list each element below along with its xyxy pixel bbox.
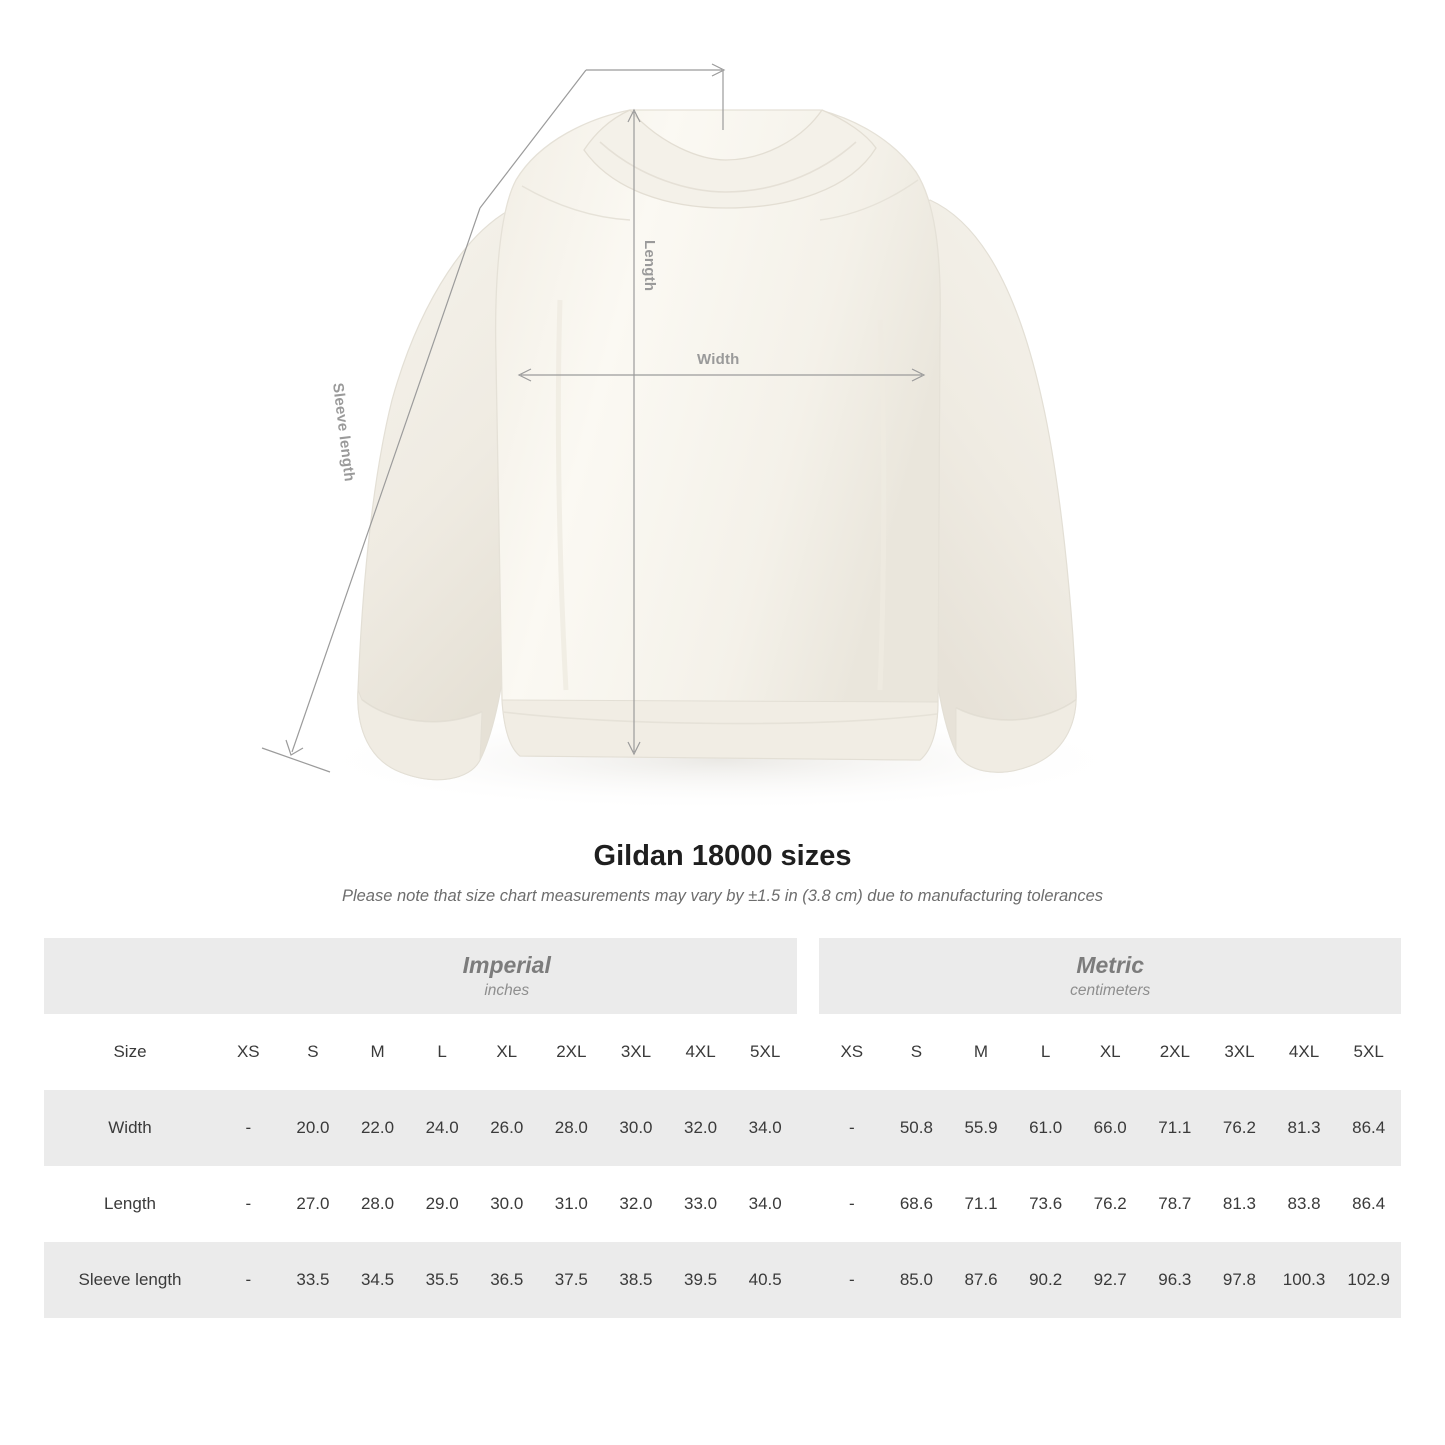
sleeve-imperial-m: 34.5 xyxy=(345,1242,410,1318)
length-metric-2xl: 78.7 xyxy=(1143,1166,1208,1242)
length-row-gap xyxy=(797,1166,819,1242)
sleeve-row-gap xyxy=(797,1242,819,1318)
title-block xyxy=(0,840,1445,906)
table-row xyxy=(44,1090,1401,1166)
unit-header-imperial xyxy=(216,938,797,1014)
length-metric-l: 73.6 xyxy=(1013,1166,1078,1242)
tolerance-note: Please note that size chart measurements may vary by ±1.5 in (3.8 cm) due to manufacturing tolerances xyxy=(341,887,1104,905)
width-imperial-m: 22.0 xyxy=(345,1090,410,1166)
row-label-width: Width xyxy=(44,1090,216,1166)
width-imperial-3xl: 30.0 xyxy=(604,1090,669,1166)
length-dimension-label: Length xyxy=(641,240,658,292)
sleeve-metric-2xl: 96.3 xyxy=(1143,1242,1208,1318)
sizes-row-gap xyxy=(797,1014,819,1090)
imperial-unit-name: Imperial xyxy=(462,951,551,978)
size-cell-imperial-m: M xyxy=(345,1014,410,1090)
width-metric-xs: - xyxy=(819,1090,884,1166)
sleeve-metric-5xl: 102.9 xyxy=(1336,1242,1401,1318)
row-label-length: Length xyxy=(44,1166,216,1242)
width-imperial-xs: - xyxy=(216,1090,281,1166)
length-imperial-s: 27.0 xyxy=(281,1166,346,1242)
imperial-unit-sub: inches xyxy=(484,981,530,999)
size-cell-imperial-xl: XL xyxy=(474,1014,539,1090)
size-cell-metric-2xl: 2XL xyxy=(1143,1014,1208,1090)
sleeve-metric-s: 85.0 xyxy=(884,1242,949,1318)
sleeve-imperial-4xl: 39.5 xyxy=(668,1242,733,1318)
metric-unit-sub: centimeters xyxy=(1070,981,1151,999)
length-metric-m: 71.1 xyxy=(949,1166,1014,1242)
size-cell-imperial-xs: XS xyxy=(216,1014,281,1090)
metric-unit-name: Metric xyxy=(1076,951,1145,978)
sleeve-metric-l: 90.2 xyxy=(1013,1242,1078,1318)
width-metric-m: 55.9 xyxy=(949,1090,1014,1166)
size-cell-metric-5xl: 5XL xyxy=(1336,1014,1401,1090)
row-label-sleeve-length: Sleeve length xyxy=(44,1242,216,1318)
sleeve-imperial-l: 35.5 xyxy=(410,1242,475,1318)
unit-header-gap xyxy=(797,938,819,1014)
size-cell-imperial-l: L xyxy=(410,1014,475,1090)
size-cell-metric-4xl: 4XL xyxy=(1272,1014,1337,1090)
length-metric-3xl: 81.3 xyxy=(1207,1166,1272,1242)
size-row-header: Size xyxy=(44,1014,216,1090)
unit-header-spacer xyxy=(44,938,216,1014)
size-chart-table xyxy=(44,938,1401,1318)
length-metric-4xl: 83.8 xyxy=(1272,1166,1337,1242)
length-metric-s: 68.6 xyxy=(884,1166,949,1242)
unit-header-metric xyxy=(819,938,1401,1014)
length-imperial-5xl: 34.0 xyxy=(733,1166,798,1242)
sleeve-metric-3xl: 97.8 xyxy=(1207,1242,1272,1318)
sleeve-imperial-5xl: 40.5 xyxy=(733,1242,798,1318)
width-imperial-5xl: 34.0 xyxy=(733,1090,798,1166)
size-cell-imperial-s: S xyxy=(281,1014,346,1090)
sleeve-metric-m: 87.6 xyxy=(949,1242,1014,1318)
table-row xyxy=(44,1242,1401,1318)
length-imperial-xl: 30.0 xyxy=(474,1166,539,1242)
width-imperial-l: 24.0 xyxy=(410,1090,475,1166)
length-metric-xs: - xyxy=(819,1166,884,1242)
size-cell-metric-3xl: 3XL xyxy=(1207,1014,1272,1090)
sleeve-length-dimension-label: Sleeve length xyxy=(329,381,358,483)
length-imperial-m: 28.0 xyxy=(345,1166,410,1242)
width-imperial-xl: 26.0 xyxy=(474,1090,539,1166)
sleeve-metric-xl: 92.7 xyxy=(1078,1242,1143,1318)
width-metric-l: 61.0 xyxy=(1013,1090,1078,1166)
size-cell-metric-xl: XL xyxy=(1078,1014,1143,1090)
width-imperial-4xl: 32.0 xyxy=(668,1090,733,1166)
size-cell-metric-m: M xyxy=(949,1014,1014,1090)
size-chart-table-wrap xyxy=(44,938,1401,1318)
size-cell-metric-xs: XS xyxy=(819,1014,884,1090)
width-metric-s: 50.8 xyxy=(884,1090,949,1166)
length-imperial-4xl: 33.0 xyxy=(668,1166,733,1242)
length-metric-5xl: 86.4 xyxy=(1336,1166,1401,1242)
width-metric-3xl: 76.2 xyxy=(1207,1090,1272,1166)
width-dimension-label: Width xyxy=(697,351,740,368)
width-metric-4xl: 81.3 xyxy=(1272,1090,1337,1166)
length-imperial-l: 29.0 xyxy=(410,1166,475,1242)
size-cell-imperial-5xl: 5XL xyxy=(733,1014,798,1090)
sleeve-imperial-2xl: 37.5 xyxy=(539,1242,604,1318)
page-title: Gildan 18000 sizes xyxy=(593,840,852,872)
length-metric-xl: 76.2 xyxy=(1078,1166,1143,1242)
sleeve-metric-xs: - xyxy=(819,1242,884,1318)
sizes-row xyxy=(44,1014,1401,1090)
sleeve-imperial-s: 33.5 xyxy=(281,1242,346,1318)
sleeve-imperial-xs: - xyxy=(216,1242,281,1318)
width-metric-xl: 66.0 xyxy=(1078,1090,1143,1166)
width-metric-2xl: 71.1 xyxy=(1143,1090,1208,1166)
size-cell-imperial-2xl: 2XL xyxy=(539,1014,604,1090)
sleeve-imperial-3xl: 38.5 xyxy=(604,1242,669,1318)
size-cell-imperial-4xl: 4XL xyxy=(668,1014,733,1090)
table-row xyxy=(44,1166,1401,1242)
length-imperial-xs: - xyxy=(216,1166,281,1242)
length-imperial-3xl: 32.0 xyxy=(604,1166,669,1242)
width-imperial-2xl: 28.0 xyxy=(539,1090,604,1166)
length-imperial-2xl: 31.0 xyxy=(539,1166,604,1242)
size-cell-imperial-3xl: 3XL xyxy=(604,1014,669,1090)
sleeve-metric-4xl: 100.3 xyxy=(1272,1242,1337,1318)
width-imperial-s: 20.0 xyxy=(281,1090,346,1166)
sleeve-imperial-xl: 36.5 xyxy=(474,1242,539,1318)
size-cell-metric-s: S xyxy=(884,1014,949,1090)
unit-header-row xyxy=(44,938,1401,1014)
size-cell-metric-l: L xyxy=(1013,1014,1078,1090)
width-metric-5xl: 86.4 xyxy=(1336,1090,1401,1166)
width-row-gap xyxy=(797,1090,819,1166)
